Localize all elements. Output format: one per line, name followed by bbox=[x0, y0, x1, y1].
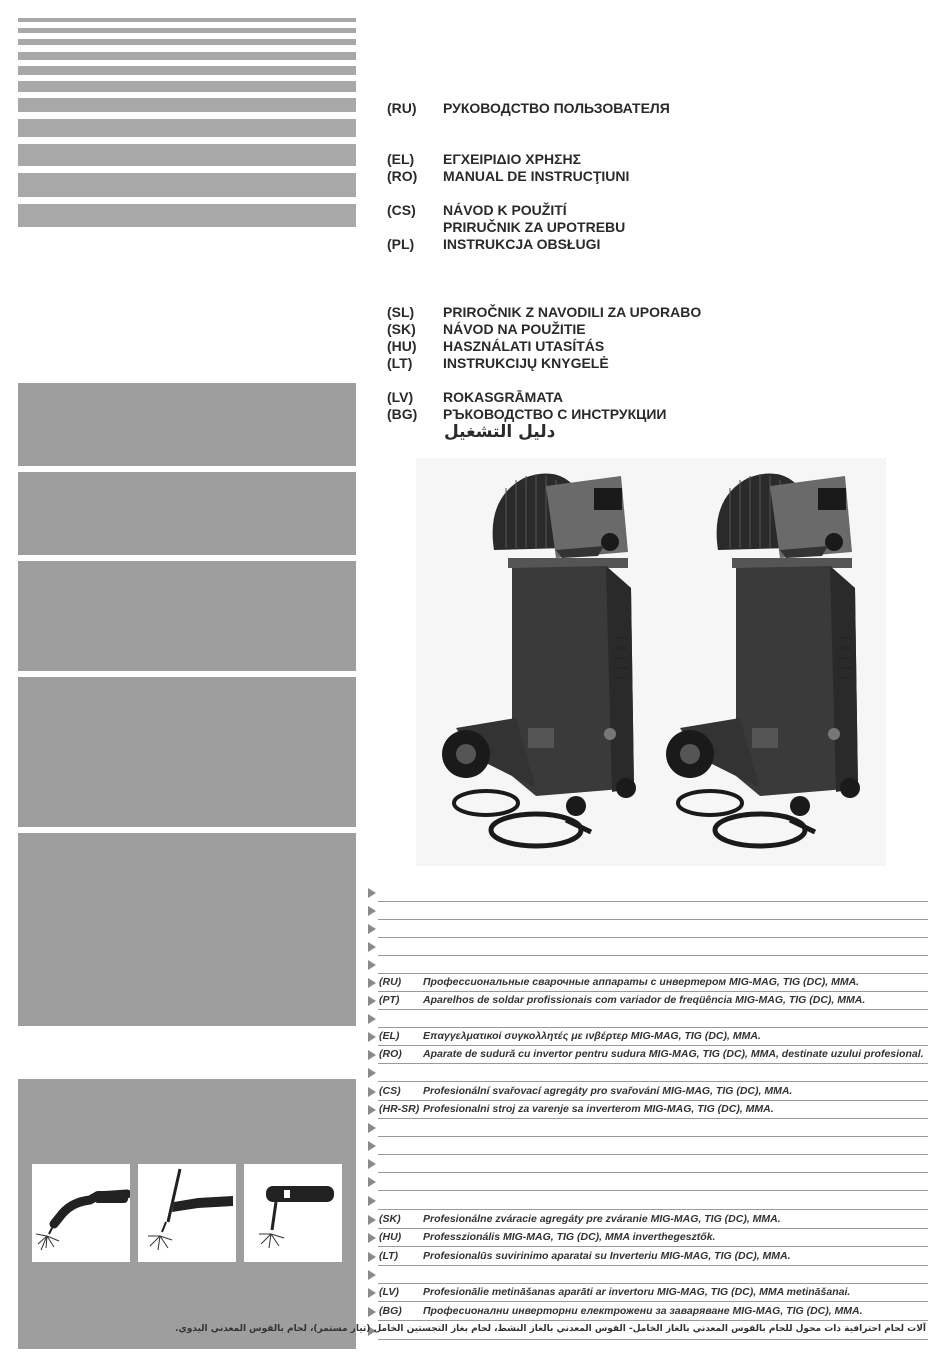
header-stripe bbox=[18, 66, 356, 75]
lang-code: (SL) bbox=[387, 304, 415, 320]
header-stripe bbox=[18, 52, 356, 60]
description-text: Profesionálne zváracie agregáty pre zváranie MIG-MAG, TIG (DC), MMA. bbox=[423, 1213, 781, 1225]
description-row bbox=[366, 1010, 928, 1028]
title-row bbox=[387, 151, 581, 169]
lang-code: (HU) bbox=[387, 338, 417, 354]
lang-code: (CS) bbox=[387, 202, 416, 218]
arabic-title: دليل التشغيل bbox=[444, 422, 556, 442]
arrow-icon bbox=[368, 978, 376, 988]
arrow-icon bbox=[368, 960, 376, 970]
arrow-icon bbox=[368, 1252, 376, 1262]
lang-code: (CS) bbox=[379, 1085, 401, 1097]
title-text: INSTRUKCJA OBSŁUGI bbox=[443, 236, 601, 252]
description-row bbox=[366, 1303, 928, 1321]
description-row bbox=[366, 1101, 928, 1119]
description-text: Професионални инверторни електрожени за заваряване MIG-MAG, TIG (DC), MMA. bbox=[423, 1305, 863, 1317]
arrow-icon bbox=[368, 1014, 376, 1024]
header-stripe bbox=[18, 144, 356, 166]
arrow-icon bbox=[368, 906, 376, 916]
description-row bbox=[366, 902, 928, 920]
arrow-icon bbox=[368, 1288, 376, 1298]
header-stripe bbox=[18, 39, 356, 45]
title-row bbox=[387, 168, 629, 186]
title-text: PRIROČNIK Z NAVODILI ZA UPORABO bbox=[443, 304, 702, 320]
lang-code: (LT) bbox=[387, 355, 413, 371]
arrow-icon bbox=[368, 942, 376, 952]
title-row bbox=[387, 100, 670, 118]
description-row bbox=[366, 1064, 928, 1082]
lang-code: (EL) bbox=[387, 151, 415, 167]
title-row bbox=[387, 304, 701, 322]
arrow-icon bbox=[368, 996, 376, 1006]
arrow-icon bbox=[368, 1141, 376, 1151]
description-text: Professzionális MIG-MAG, TIG (DC), MMA inverthegesztők. bbox=[423, 1231, 716, 1243]
description-row bbox=[366, 1173, 928, 1191]
lang-code: (PL) bbox=[387, 236, 415, 252]
description-row bbox=[366, 1192, 928, 1210]
description-row bbox=[175, 1322, 928, 1340]
lang-code: (RO) bbox=[387, 168, 418, 184]
description-text: Profesionální svařovací agregáty pro svařování MIG-MAG, TIG (DC), MMA. bbox=[423, 1085, 793, 1097]
title-text: PRIRUČNIK ZA UPOTREBU bbox=[443, 219, 626, 235]
tig-torch-icon bbox=[138, 1164, 236, 1262]
arrow-icon bbox=[368, 888, 376, 898]
description-row bbox=[366, 1229, 928, 1247]
title-text: HASZNÁLATI UTASÍTÁS bbox=[443, 338, 605, 354]
grey-block bbox=[18, 677, 356, 827]
description-row bbox=[366, 1211, 928, 1229]
lang-code: (RU) bbox=[379, 976, 402, 988]
header-stripe bbox=[18, 119, 356, 137]
title-text: INSTRUKCIJŲ KNYGELĖ bbox=[443, 355, 609, 371]
description-text: آلات لحام احترافية ذات محول للحام بالقوس المعدني بالغاز الخامل- القوس المعدني بالغاز النشط، لحام بغاز التجستين الخامل (تيار مستمر)، لحام بالقوس المعدني اليدوي. bbox=[175, 1324, 926, 1334]
grey-block bbox=[18, 561, 356, 671]
description-row bbox=[366, 956, 928, 974]
arrow-icon bbox=[368, 1196, 376, 1206]
description-row bbox=[366, 992, 928, 1010]
lang-code: (BG) bbox=[379, 1305, 402, 1317]
description-row bbox=[366, 1137, 928, 1155]
grey-block bbox=[18, 833, 356, 1026]
header-stripe bbox=[18, 173, 356, 197]
arrow-icon bbox=[368, 1050, 376, 1060]
lang-code: (SK) bbox=[379, 1213, 401, 1225]
lang-code: (EL) bbox=[379, 1030, 400, 1042]
description-row bbox=[366, 1119, 928, 1137]
title-text: ΕΓΧΕΙΡΙΔΙΟ ΧΡΗΣΗΣ bbox=[443, 151, 581, 167]
lang-code: (SK) bbox=[387, 321, 416, 337]
header-stripe bbox=[18, 28, 356, 33]
grey-block bbox=[18, 383, 356, 466]
lang-code: (PT) bbox=[379, 994, 400, 1006]
arrow-icon bbox=[368, 1215, 376, 1225]
lang-code: (RU) bbox=[387, 100, 417, 116]
title-row bbox=[387, 355, 609, 373]
title-row bbox=[387, 236, 600, 254]
description-text: Aparelhos de soldar profissionais com variador de freqüência MIG-MAG, TIG (DC), MMA. bbox=[423, 994, 866, 1006]
arrow-icon bbox=[368, 1233, 376, 1243]
mma-electrode-holder-icon bbox=[244, 1164, 342, 1262]
arrow-icon bbox=[368, 1159, 376, 1169]
lang-code: (RO) bbox=[379, 1048, 402, 1060]
description-text: Profesionalūs suvirinimo aparatai su Inverteriu MIG-MAG, TIG (DC), MMA. bbox=[423, 1250, 791, 1262]
description-text: Профессиональные сварочные аппараты с инвертером MIG-MAG, TIG (DC), MMA. bbox=[423, 976, 860, 988]
description-row bbox=[366, 938, 928, 956]
title-row bbox=[387, 219, 625, 237]
title-text: NÁVOD K POUŽITÍ bbox=[443, 202, 567, 218]
title-row bbox=[387, 321, 586, 339]
description-text: Profesionālie metināšanas aparāti ar invertoru MIG-MAG, TIG (DC), MMA metināšanai. bbox=[423, 1286, 851, 1298]
description-row bbox=[366, 1046, 928, 1064]
header-stripe bbox=[18, 204, 356, 227]
description-row bbox=[366, 1266, 928, 1284]
arrow-icon bbox=[368, 1270, 376, 1280]
title-row bbox=[387, 202, 567, 220]
lang-code: (LV) bbox=[379, 1286, 399, 1298]
lang-code: (LT) bbox=[379, 1250, 399, 1262]
lang-code: (HU) bbox=[379, 1231, 402, 1243]
description-text: Επαγγελματικοί συγκολλητές με ινβέρτερ MIG-MAG, TIG (DC), MMA. bbox=[423, 1030, 761, 1042]
header-stripe bbox=[18, 98, 356, 112]
title-text: РЪКОВОДСТВО С ИНСТРУКЦИИ bbox=[443, 406, 667, 422]
header-stripe bbox=[18, 18, 356, 22]
description-row bbox=[366, 920, 928, 938]
lang-code: (BG) bbox=[387, 406, 418, 422]
grey-block bbox=[18, 472, 356, 555]
title-row bbox=[387, 338, 604, 356]
welder-product-photo bbox=[416, 458, 886, 866]
lang-code: (HR-SR) bbox=[379, 1103, 420, 1115]
lang-code: (LV) bbox=[387, 389, 414, 405]
description-row bbox=[366, 1155, 928, 1173]
description-row bbox=[366, 974, 928, 992]
description-row bbox=[366, 1248, 928, 1266]
description-row bbox=[366, 1028, 928, 1046]
mig-torch-icon bbox=[32, 1164, 130, 1262]
arrow-icon bbox=[368, 1307, 376, 1317]
description-text: Aparate de sudură cu invertor pentru sudura MIG-MAG, TIG (DC), MMA, destinate uzului profesional. bbox=[423, 1048, 924, 1060]
arrow-icon bbox=[368, 1068, 376, 1078]
arrow-icon bbox=[368, 1032, 376, 1042]
header-stripe bbox=[18, 81, 356, 92]
description-text: Profesionalni stroj za varenje sa inverterom MIG-MAG, TIG (DC), MMA. bbox=[423, 1103, 774, 1115]
description-row bbox=[366, 1083, 928, 1101]
arrow-icon bbox=[368, 1177, 376, 1187]
lang-code bbox=[387, 219, 443, 237]
arrow-icon bbox=[368, 1123, 376, 1133]
arrow-icon bbox=[368, 1105, 376, 1115]
title-text: РУКОВОДСТВО ПОЛЬЗОВАТЕЛЯ bbox=[443, 100, 670, 116]
title-text: NÁVOD NA POUŽITIE bbox=[443, 321, 586, 337]
title-text: ROKASGRĀMATA bbox=[443, 389, 564, 405]
arrow-icon bbox=[368, 924, 376, 934]
title-row bbox=[387, 389, 563, 407]
description-row bbox=[366, 884, 928, 902]
title-text: MANUAL DE INSTRUCŢIUNI bbox=[443, 168, 630, 184]
description-row bbox=[366, 1284, 928, 1302]
arrow-icon bbox=[368, 1087, 376, 1097]
